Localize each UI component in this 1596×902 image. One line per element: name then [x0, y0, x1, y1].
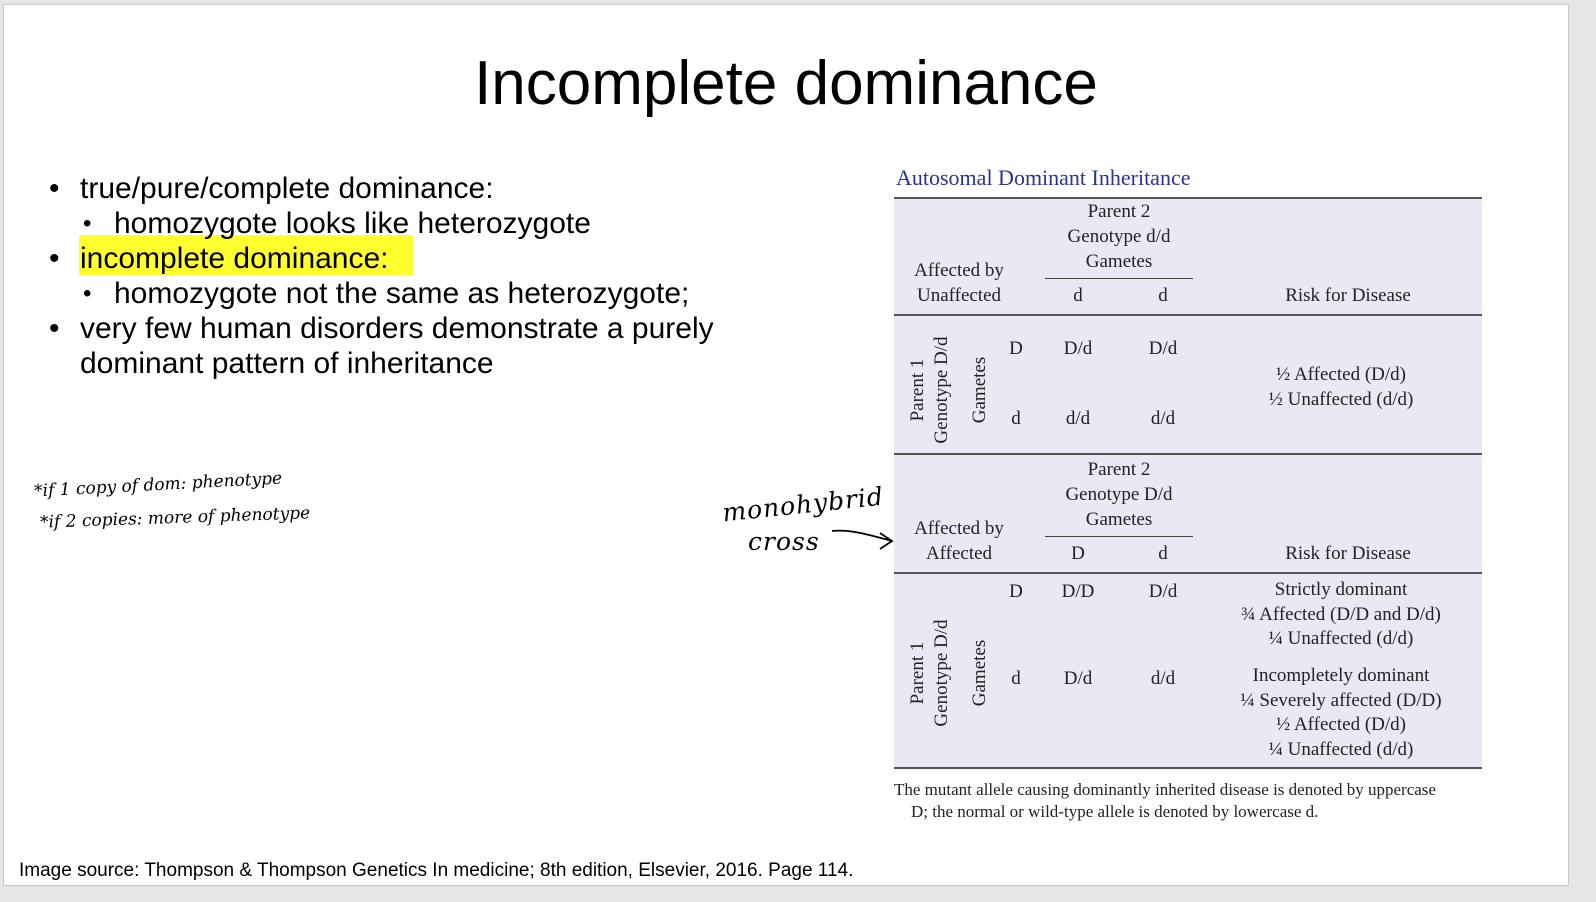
cross-label: Affected [925, 543, 993, 564]
genotype-cell: d/d [1150, 668, 1176, 689]
table-rule [894, 197, 1482, 199]
table-rule [894, 767, 1482, 769]
parent2-genotype: Genotype d/d [1067, 226, 1171, 247]
bullet-list [44, 171, 780, 381]
parent2-gametes: Gametes [1085, 251, 1153, 272]
gamete-row-label: d [1011, 668, 1021, 689]
parent1-label: Parent 1 Genotype D/d [907, 336, 952, 444]
risk-text: ½ Affected (D/d) ½ Unaffected (d/d) [1268, 364, 1414, 410]
genotype-cell: D/d [1063, 668, 1093, 689]
handwritten-note: *if 2 copies: more of phenotype [39, 503, 311, 533]
slide [3, 4, 1569, 886]
gamete-row-label: d [1011, 408, 1021, 429]
handwritten-arrow-icon [830, 523, 896, 553]
cross-label: Affected by [914, 518, 1004, 539]
bullet-text: incomplete dominance: [80, 242, 389, 275]
genotype-cell: D/d [1063, 338, 1093, 359]
genotype-cell: D/D [1061, 581, 1095, 602]
parent2-gametes: Gametes [1085, 509, 1153, 530]
inheritance-table [894, 197, 1482, 769]
bullet-text-line: dominant pattern of inheritance [80, 347, 494, 380]
bullet-item-highlighted: • incomplete dominance: [49, 242, 389, 275]
table-rule [894, 453, 1482, 455]
bullet-text: homozygote not the same as heterozygote; [114, 277, 690, 310]
genotype-cell: d/d [1150, 408, 1176, 429]
risk-text-incomplete: Incompletely dominant ¼ Severely affected (D/D) ½ Affected (D/d) ¼ Unaffected (d/d) [1240, 665, 1442, 760]
handwritten-note: *if 1 copy of dom: phenotype [33, 468, 283, 502]
bullet-text: true/pure/complete dominance: [80, 172, 494, 205]
parent2-genotype: Genotype D/d [1065, 484, 1173, 505]
table-rule [894, 572, 1482, 574]
gametes-label: Gametes [969, 639, 990, 707]
gamete-row-label: D [1009, 338, 1023, 359]
gamete-header: d [1158, 543, 1168, 564]
genotype-cell: D/d [1148, 338, 1178, 359]
parent2-label: Parent 2 [1087, 201, 1151, 222]
risk-text-strict: Strictly dominant ¾ Affected (D/D and D/d) ¼ Unaffected (d/d) [1241, 579, 1441, 649]
figure-caption: The mutant allele causing dominantly inherited disease is denoted by uppercase D; the normal or wild-type allele is denoted by lowercase d. [894, 780, 1436, 821]
parent2-label: Parent 2 [1087, 459, 1151, 480]
gametes-label: Gametes [969, 356, 990, 424]
sub-bullet-item: • homozygote looks like heterozygote [83, 207, 591, 240]
handwritten-label: monohybrid [720, 481, 886, 528]
cross-label: Affected by [914, 260, 1004, 281]
image-source-footer: Image source: Thompson & Thompson Genetics In medicine; 8th edition, Elsevier, 2016. Page 114. [19, 860, 854, 881]
parent1-label: Parent 1 Genotype D/d [907, 619, 952, 727]
slide-title: Incomplete dominance [474, 49, 1098, 118]
bullet-text: homozygote looks like heterozygote [114, 207, 591, 240]
gamete-row-label: D [1009, 581, 1023, 602]
risk-header: Risk for Disease [1285, 543, 1411, 564]
gamete-header: d [1073, 285, 1083, 306]
figure-title: Autosomal Dominant Inheritance [896, 165, 1191, 190]
genotype-cell: D/d [1148, 581, 1178, 602]
bullet-item: • very few human disorders demonstrate a purely dominant pattern of inheritance [49, 312, 714, 380]
genotype-cell: d/d [1065, 408, 1091, 429]
bullet-text-line: very few human disorders demonstrate a purely [80, 312, 714, 345]
risk-header: Risk for Disease [1285, 285, 1411, 306]
bullet-item: • true/pure/complete dominance: [49, 172, 494, 205]
gamete-rule [1045, 536, 1193, 537]
sub-bullet-item: • homozygote not the same as heterozygote; [83, 277, 690, 310]
handwritten-label: cross [748, 527, 820, 556]
gamete-header: D [1071, 543, 1085, 564]
gamete-header: d [1158, 285, 1168, 306]
gamete-rule [1045, 278, 1193, 279]
table-rule [894, 314, 1482, 316]
cross-label: Unaffected [916, 285, 1002, 306]
